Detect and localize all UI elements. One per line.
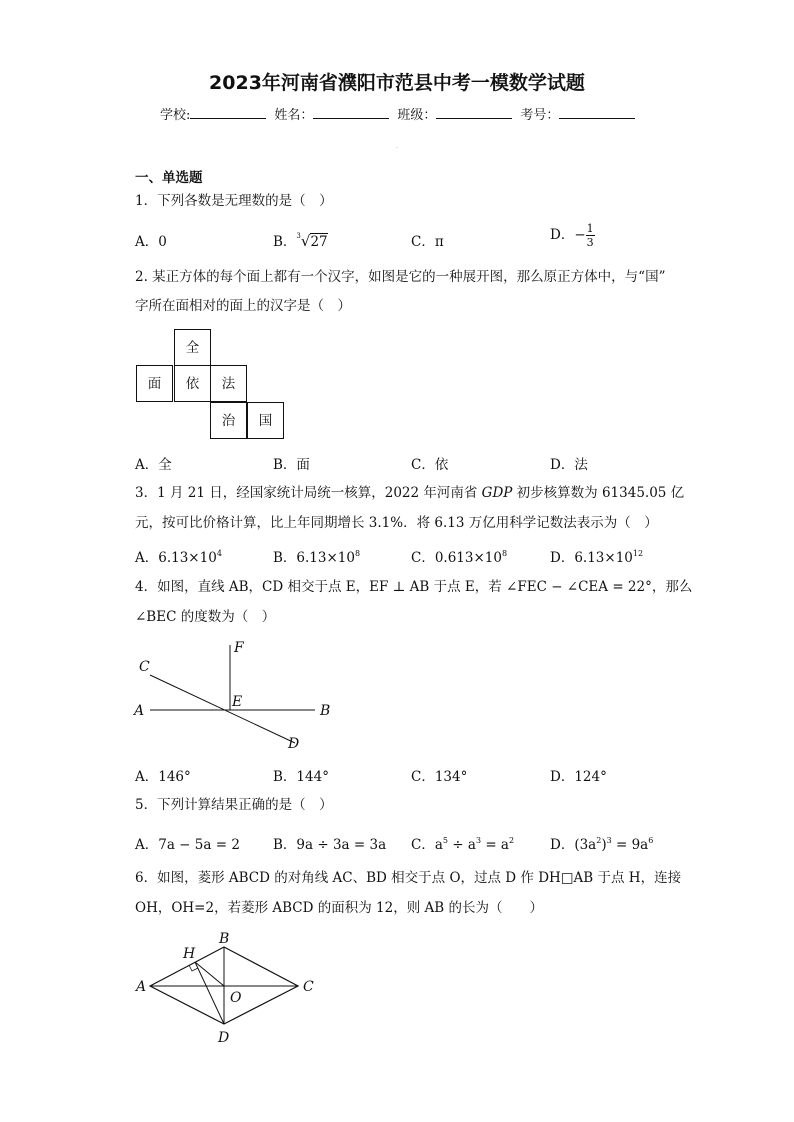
label-c: C [303,979,314,995]
segment-dh [195,962,224,1024]
class-label: 班级： [397,108,437,123]
net-cell: 全 [174,329,211,366]
number-field[interactable] [559,104,635,119]
section-heading: 一、单选题 [135,170,203,186]
q1-option-a: A．0 [135,234,167,250]
net-cell: 治 [210,402,247,439]
label-b: B [219,931,230,947]
q2-option-d: D．法 [550,457,588,473]
q5-option-b: B．9a ÷ 3a = 3a [273,837,387,853]
q4-option-c: C．134° [411,769,468,785]
q1-stem: 1．下列各数是无理数的是（ ） [135,193,333,209]
q4-option-a: A．146° [135,769,191,785]
q1-option-c: C．π [411,234,444,250]
q6-rhombus-figure [130,925,330,1050]
q3-option-b: B．$6.13\times 10^8$ [273,549,361,566]
q2-option-c: C．依 [411,457,449,473]
q3-option-c: C．$0.613\times 10^8$ [411,549,508,566]
class-field[interactable] [436,104,512,119]
q1-option-b: B．$^3$√27 [273,232,328,250]
q4-stem-line1: 4．如图，直线 AB，CD 相交于点 E，EF ⊥ AB 于点 E，若 ∠FEC − ∠CEA = 22°，那么 [135,579,693,595]
net-cell: 国 [247,402,284,439]
q5-option-d: D．$(3a^2)^3 = 9a^6$ [550,836,654,853]
label-a: A [134,703,145,719]
name-field[interactable] [313,104,389,119]
q4-option-b: B．144° [273,769,329,785]
q5-option-c: C．$a^5 \div a^3 = a^2$ [411,836,515,853]
net-cell: 依 [174,365,211,402]
q2-option-a: A．全 [135,457,172,473]
segment-oh [195,962,224,986]
q2-stem-line2: 字所在面相对的面上的汉字是（ ） [135,298,351,314]
label-h: H [183,946,196,962]
q5-stem: 5．下列计算结果正确的是（ ） [135,797,333,813]
net-cell: 法 [210,365,247,402]
label-f: F [234,640,244,656]
name-label: 姓名： [274,108,314,123]
q6-stem-line1: 6．如图，菱形 ABCD 的对角线 AC、BD 相交于点 O，过点 D 作 DH□AB 于点 H，连接 [135,870,682,886]
label-e: E [232,694,243,710]
page-title: 2023年河南省濮阳市范县中考一模数学试题 [209,72,585,94]
net-cell: 面 [136,365,173,402]
q4-stem-line2: ∠BEC 的度数为（ ） [135,609,276,625]
q3-stem-line2: 元，按可比价格计算，比上年同期增长 3.1%．将 6.13 万亿用科学记数法表示为（ ） [135,515,658,531]
q2-option-b: B．面 [273,457,310,473]
label-o: O [230,990,242,1006]
q4-option-d: D．124° [550,769,607,785]
q6-stem-line2: OH，OH=2，若菱形 ABCD 的面积为 12，则 AB 的长为（ ） [135,900,543,916]
label-c: C [139,659,150,675]
q1-option-d: D．− $\frac{1}{3}$ [550,222,594,249]
label-d: D [288,736,300,752]
number-label: 考号： [520,108,560,123]
student-info [160,104,643,123]
q3-option-a: A．$6.13\times 10^4$ [135,549,222,566]
school-label: 学校: [160,108,191,123]
q3-option-d: D．$6.13\times 10^{12}$ [550,549,644,566]
q2-stem-line1: 2. 某正方体的每个面上都有一个汉字，如图是它的一种展开图，那么原正方体中，与“国” [135,269,666,285]
divider-dot: · [396,145,398,152]
label-a: A [136,979,147,995]
label-b: B [320,703,331,719]
line-cd [150,675,295,743]
school-field[interactable] [190,104,266,119]
q3-stem-line1: 3．1 月 21 日，经国家统计局统一核算，2022 年河南省 GDP 初步核算数为 61345.05 亿 [135,485,685,501]
q4-intersecting-lines-figure [130,635,350,755]
label-d: D [218,1030,230,1046]
q5-option-a: A．7a − 5a = 2 [135,837,240,853]
